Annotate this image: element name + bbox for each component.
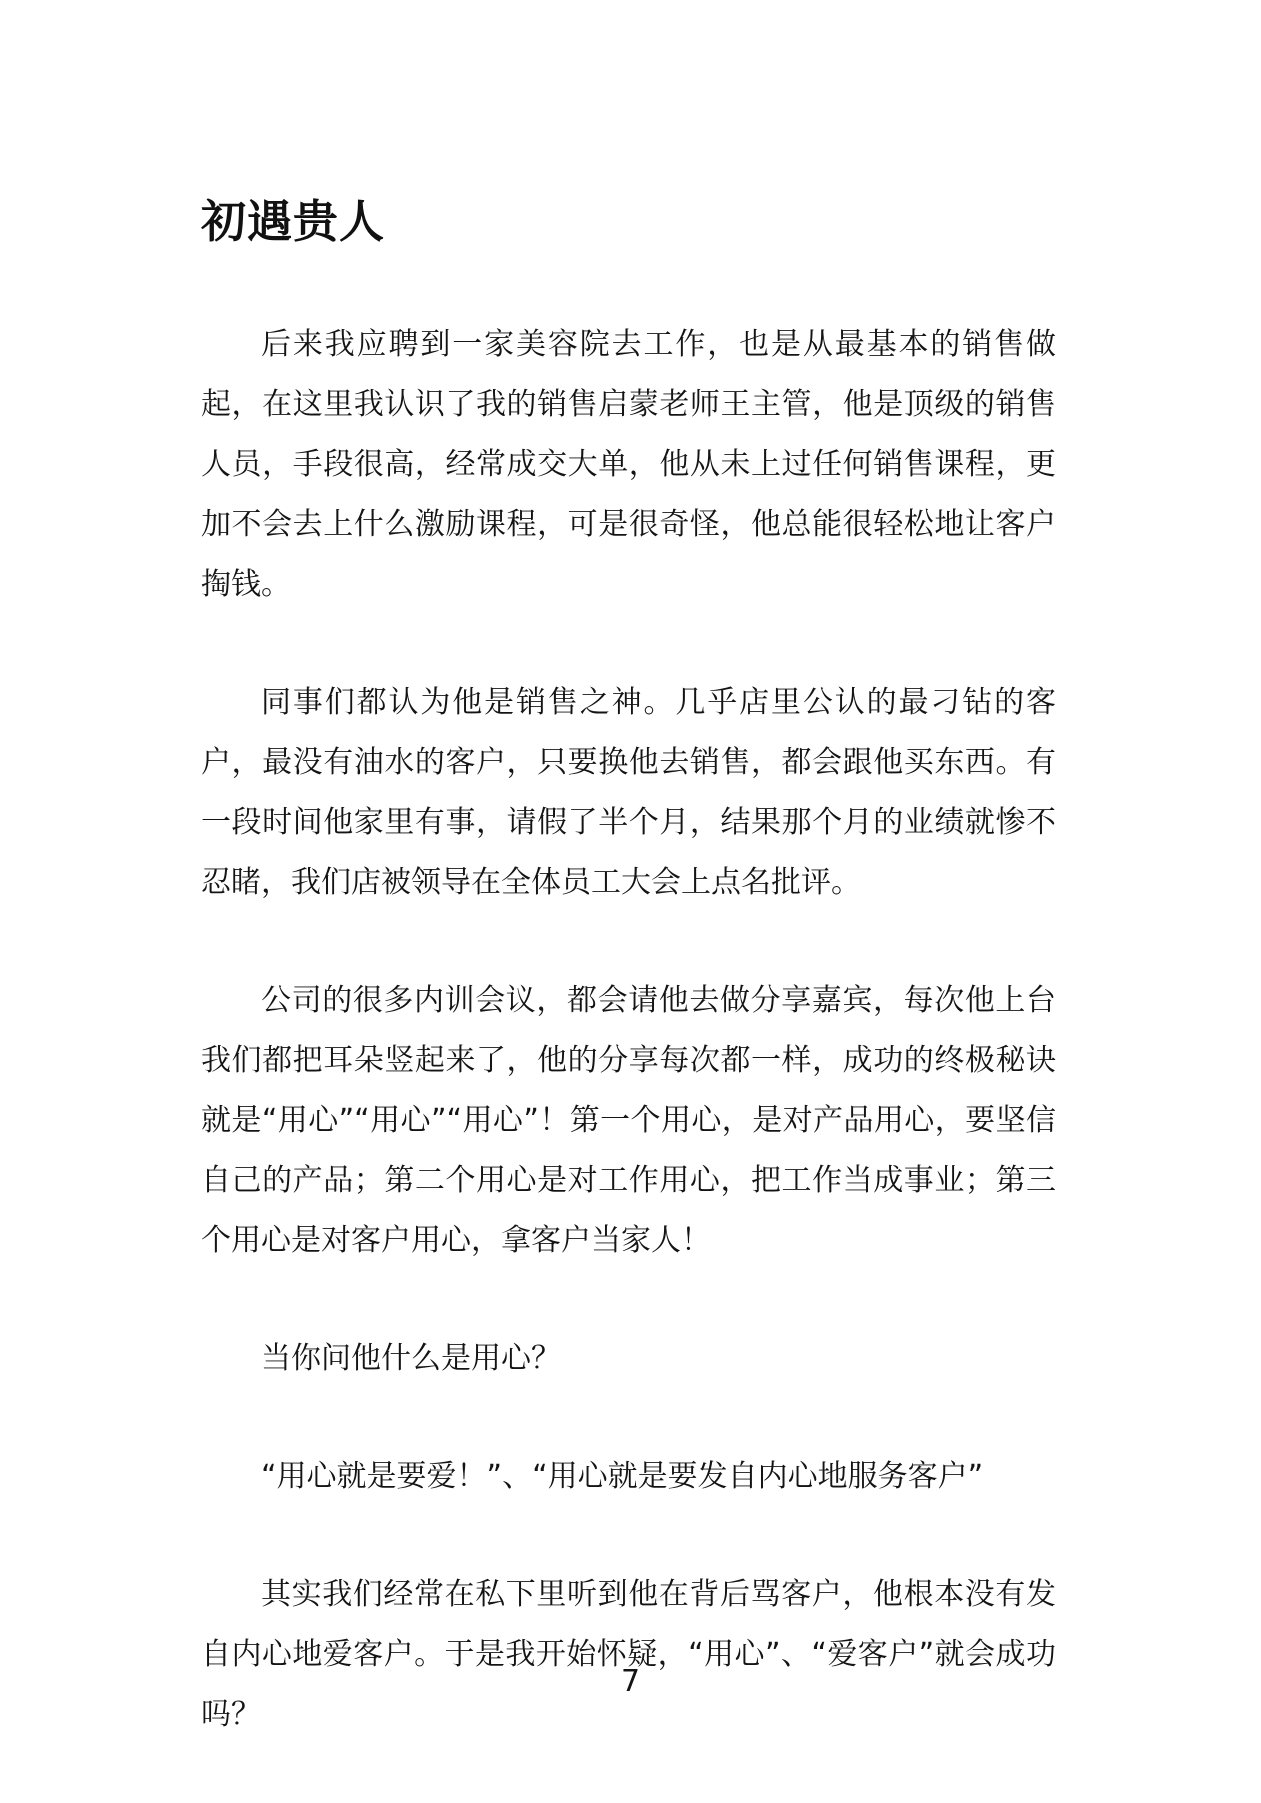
paragraph-6: 其实我们经常在私下里听到他在背后骂客户，他根本没有发自内心地爱客户。于是我开始怀疑，“用心”、“爱客户”就会成功吗？ — [201, 1577, 1056, 1732]
paragraph-1: 后来我应聘到一家美容院去工作，也是从最基本的销售做起，在这里我认识了我的销售启蒙老师王主管，他是顶级的销售人员，手段很高，经常成交大单，他从未上过任何销售课程，更加不会去上什么激励课程，可是很奇怪，他总能很轻松地让客户掏钱。 — [201, 327, 1056, 602]
paragraph-3: 公司的很多内训会议，都会请他去做分享嘉宾，每次他上台我们都把耳朵竖起来了，他的分享每次都一样，成功的终极秘诀就是“用心”“用心”“用心”！第一个用心，是对产品用心，要坚信自己的产品；第二个用心是对工作用心，把工作当成事业；第三个用心是对客户用心，拿客户当家人！ — [201, 983, 1056, 1258]
body-text — [201, 315, 1056, 1803]
section-title: 初遇贵人 — [201, 195, 386, 248]
paragraph-5: “用心就是要爱！”、“用心就是要发自内心地服务客户” — [261, 1459, 984, 1494]
page-number: 7 — [620, 1664, 641, 1699]
paragraph-4: 当你问他什么是用心？ — [261, 1341, 561, 1376]
paragraph-2: 同事们都认为他是销售之神。几乎店里公认的最刁钻的客户，最没有油水的客户，只要换他去销售，都会跟他买东西。有一段时间他家里有事，请假了半个月，结果那个月的业绩就惨不忍睹，我们店被领导在全体员工大会上点名批评。 — [201, 685, 1056, 900]
